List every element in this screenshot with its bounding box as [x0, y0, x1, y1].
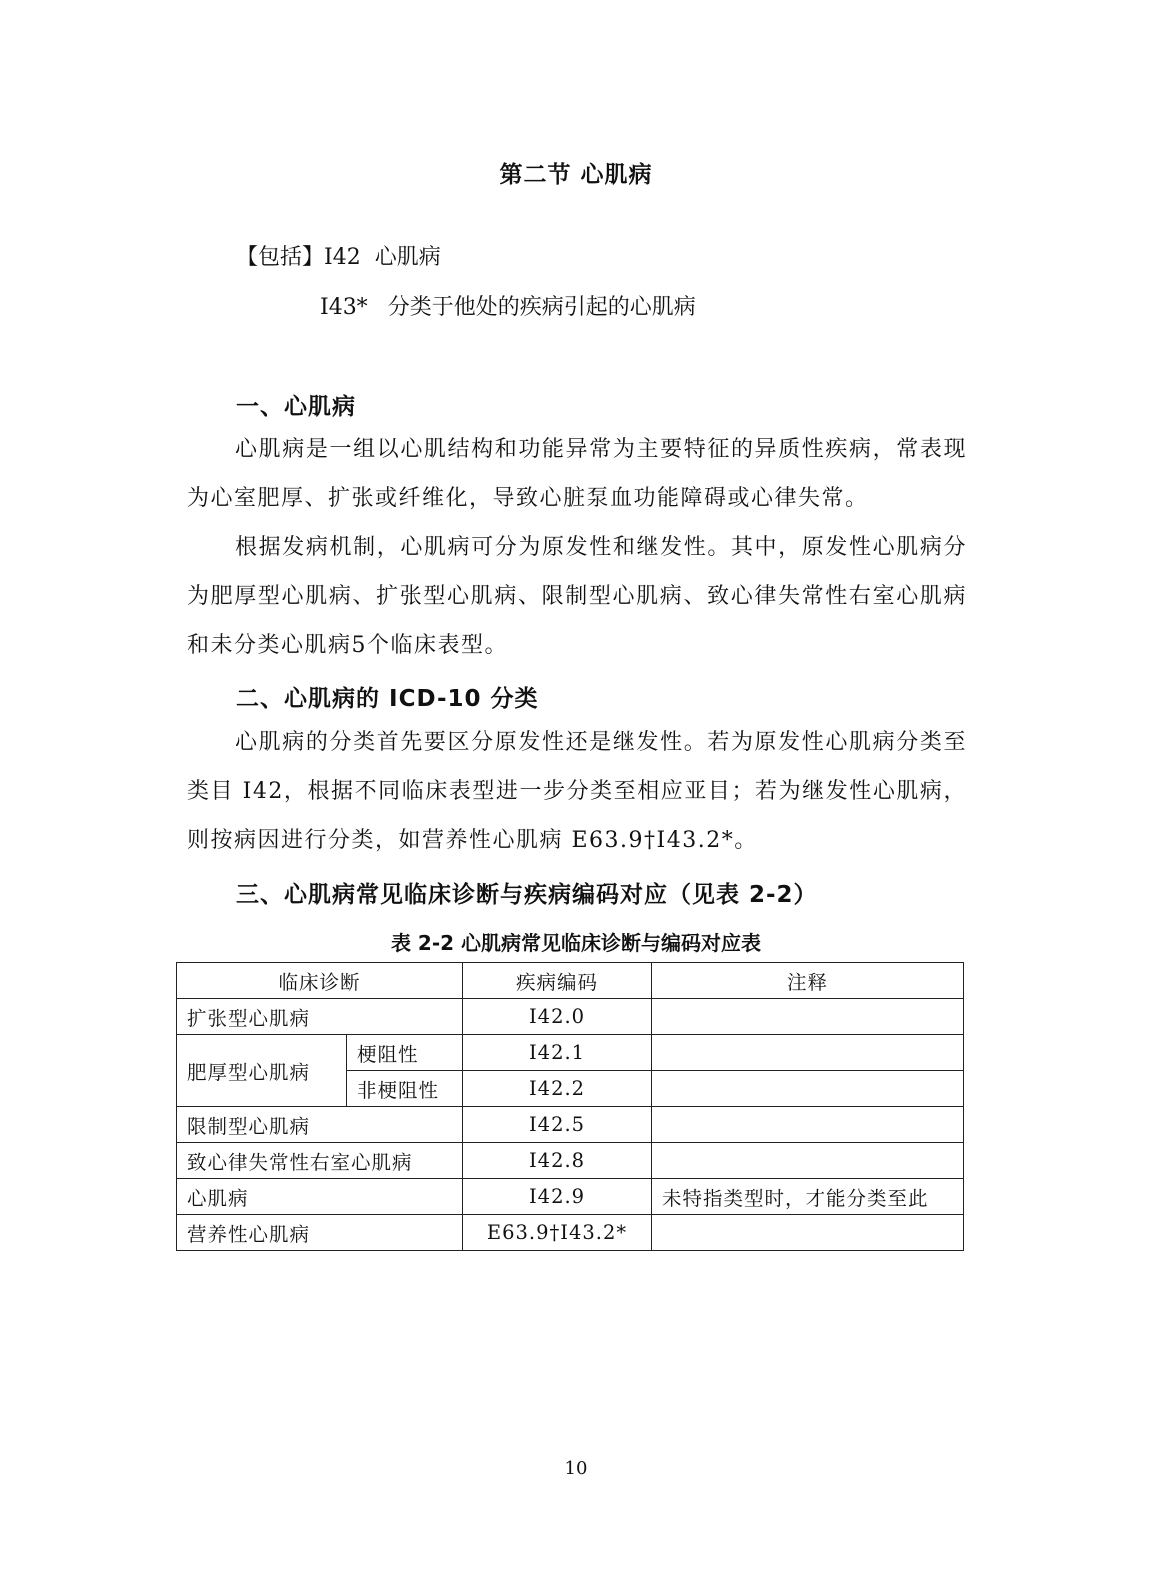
note-cell	[652, 999, 964, 1035]
include-label: 【包括】	[236, 245, 325, 270]
section-heading: 二、心肌病的 ICD-10 分类	[236, 686, 539, 712]
page-number: 10	[564, 1458, 588, 1479]
paragraph: 心肌病的分类首先要区分原发性还是继发性。若为原发性心肌病分类至类目 I42，根据不同临床表型进一步分类至相应亚目；若为继发性心肌病，则按病因进行分类，如营养性心肌病 E63.9†I43.2*。	[187, 730, 967, 853]
column-header: 临床诊断	[177, 963, 463, 999]
diagnosis-code-table	[176, 962, 964, 1251]
table-row	[177, 1215, 964, 1251]
note-cell	[652, 1143, 964, 1179]
note-cell	[652, 1071, 964, 1107]
table-header-row	[177, 963, 964, 999]
column-header: 注释	[652, 963, 964, 999]
code-cell: I42.5	[463, 1107, 652, 1143]
section-heading: 一、心肌病	[236, 394, 356, 420]
diagnosis-cell: 限制型心肌病	[177, 1107, 463, 1143]
diagnosis-cell: 扩张型心肌病	[177, 999, 463, 1035]
include-name: 心肌病	[374, 245, 441, 270]
subtype-cell: 梗阻性	[347, 1035, 463, 1071]
page-title: 第二节 心肌病	[499, 162, 653, 188]
diagnosis-cell: 致心律失常性右室心肌病	[177, 1143, 463, 1179]
note-cell	[652, 1035, 964, 1071]
code-cell: E63.9†I43.2*	[463, 1215, 652, 1251]
include-line-1	[236, 240, 441, 271]
column-header: 疾病编码	[463, 963, 652, 999]
note-cell	[652, 1107, 964, 1143]
table-row	[177, 1143, 964, 1179]
code-cell: I42.9	[463, 1179, 652, 1215]
table-row	[177, 999, 964, 1035]
paragraph: 根据发病机制，心肌病可分为原发性和继发性。其中，原发性心肌病分为肥厚型心肌病、扩张型心肌病、限制型心肌病、致心律失常性右室心肌病和未分类心肌病5个临床表型。	[187, 535, 967, 658]
include-name: 分类于他处的疾病引起的心肌病	[387, 295, 696, 320]
table-caption: 表 2-2 心肌病常见临床诊断与编码对应表	[390, 931, 762, 955]
table-row	[177, 1107, 964, 1143]
code-cell: I42.8	[463, 1143, 652, 1179]
code-cell: I42.0	[463, 999, 652, 1035]
diagnosis-cell: 营养性心肌病	[177, 1215, 463, 1251]
diagnosis-cell: 心肌病	[177, 1179, 463, 1215]
code-cell: I42.1	[463, 1035, 652, 1071]
table-row	[177, 1035, 964, 1071]
paragraph: 心肌病是一组以心肌结构和功能异常为主要特征的异质性疾病，常表现为心室肥厚、扩张或纤维化，导致心脏泵血功能障碍或心律失常。	[187, 437, 967, 511]
include-code: I42	[324, 245, 361, 270]
diagnosis-cell: 肥厚型心肌病	[177, 1035, 347, 1107]
code-cell: I42.2	[463, 1071, 652, 1107]
include-code: I43*	[320, 295, 368, 320]
table-row	[177, 1179, 964, 1215]
note-cell: 未特指类型时，才能分类至此	[652, 1179, 964, 1215]
section-heading: 三、心肌病常见临床诊断与疾病编码对应（见表 2-2）	[236, 882, 818, 908]
subtype-cell: 非梗阻性	[347, 1071, 463, 1107]
include-line-2	[320, 290, 696, 321]
note-cell	[652, 1215, 964, 1251]
